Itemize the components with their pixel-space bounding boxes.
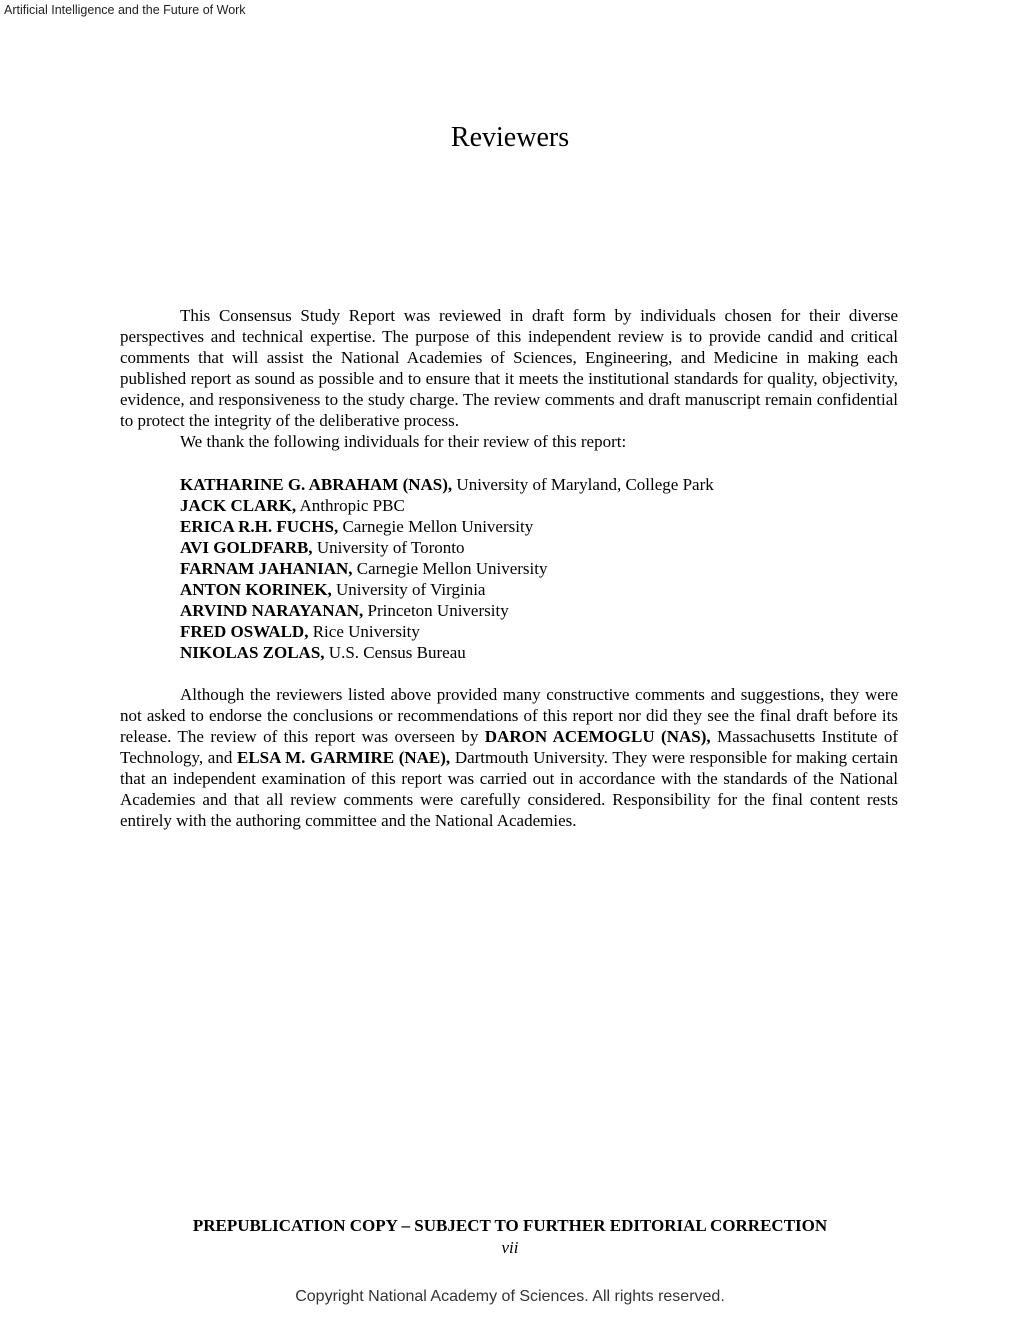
reviewer-item — [180, 642, 714, 663]
reviewer-affiliation: University of Toronto — [312, 538, 465, 557]
reviewer-name: ARVIND NARAYANAN, — [180, 601, 364, 620]
reviewer-affiliation: Carnegie Mellon University — [352, 559, 548, 578]
prepublication-notice: PREPUBLICATION COPY – SUBJECT TO FURTHER EDITORIAL CORRECTION — [192, 1216, 828, 1235]
reviewer-name: FARNAM JAHANIAN, — [180, 559, 353, 578]
page-title: Reviewers — [450, 122, 570, 153]
thanks-paragraph: We thank the following individuals for their review of this report: — [180, 432, 627, 451]
reviewer-item — [180, 495, 714, 516]
reviewer-name: JACK CLARK, — [180, 496, 297, 515]
reviewer-item — [180, 579, 714, 600]
reviewer-name: FRED OSWALD, — [180, 622, 309, 641]
copyright-notice: Copyright National Academy of Sciences. All rights reserved. — [295, 1288, 725, 1305]
reviewer-name: AVI GOLDFARB, — [180, 538, 313, 557]
reviewer-item — [180, 474, 714, 495]
overseer-1-name: DARON ACEMOGLU (NAS), — [484, 727, 711, 746]
reviewer-affiliation: U.S. Census Bureau — [324, 643, 466, 662]
reviewer-item — [180, 537, 714, 558]
reviewer-item — [180, 558, 714, 579]
closing-text-a: Although the reviewers listed above provided many constructive comments and suggestions, they were not asked to endorse the conclusions or recommendations of this report nor did they see the final draft before its release. The review of this report was overseen by — [120, 685, 898, 746]
reviewer-name: NIKOLAS ZOLAS, — [180, 643, 325, 662]
reviewer-item — [180, 621, 714, 642]
overseer-2-name: ELSA M. GARMIRE (NAE), — [236, 748, 451, 767]
closing-paragraph — [120, 684, 898, 831]
reviewer-list — [180, 474, 714, 663]
reviewer-name: KATHARINE G. ABRAHAM (NAS), — [180, 475, 453, 494]
reviewer-affiliation: University of Maryland, College Park — [452, 475, 714, 494]
page-number: vii — [501, 1238, 519, 1257]
reviewer-affiliation: Anthropic PBC — [296, 496, 405, 515]
reviewer-item — [180, 600, 714, 621]
running-head: Artificial Intelligence and the Future of Work — [4, 3, 246, 17]
reviewer-affiliation: Princeton University — [363, 601, 509, 620]
reviewer-item — [180, 516, 714, 537]
reviewer-affiliation: Carnegie Mellon University — [338, 517, 534, 536]
reviewer-affiliation: Rice University — [308, 622, 420, 641]
reviewer-name: ERICA R.H. FUCHS, — [180, 517, 339, 536]
intro-paragraph: This Consensus Study Report was reviewed in draft form by individuals chosen for their diverse perspectives and technical expertise. The purpose of this independent review is to provide candid and critical comments that will assist the National Academies of Sciences, Engineering, and Medicine in making each published report as sound as possible and to ensure that it meets the institutional standards for quality, objectivity, evidence, and responsiveness to the study charge. The review comments and draft manuscript remain confidential to protect the integrity of the deliberative process. — [120, 306, 898, 430]
closing-text-c: Dartmouth University. They were responsible for making certain that an independent examination of this report was carried out in accordance with the standards of the National Academies and that all review comments were carefully considered. Responsibility for the final content rests entirely with the authoring committee and the National Academies. — [120, 748, 898, 830]
intro-section — [120, 305, 898, 452]
reviewer-affiliation: University of Virginia — [331, 580, 486, 599]
closing-text-b: Massachusetts Institute of Technology, and — [120, 727, 898, 767]
closing-section — [120, 684, 898, 831]
reviewer-name: ANTON KORINEK, — [180, 580, 332, 599]
